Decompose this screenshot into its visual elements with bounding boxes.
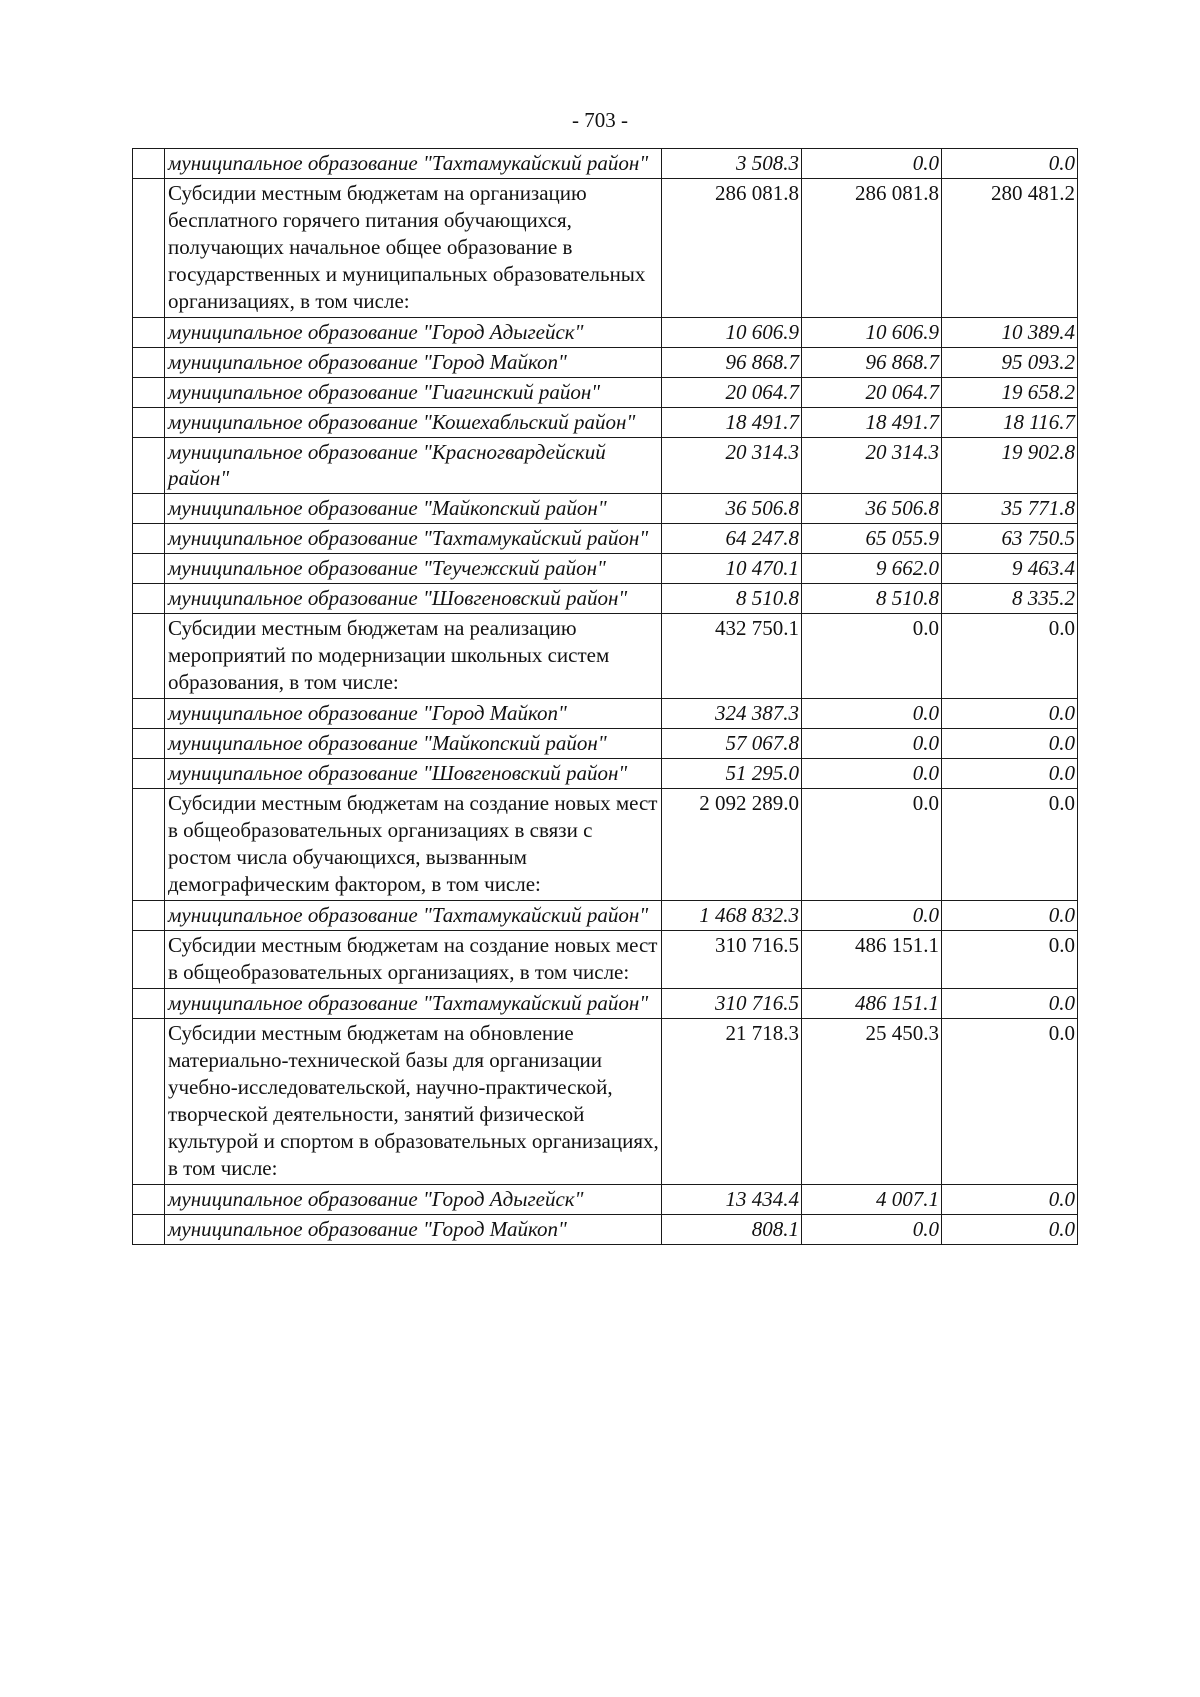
- amount-cell-3: 0.0: [942, 614, 1078, 699]
- row-number-cell: [133, 408, 165, 438]
- row-number-cell: [133, 318, 165, 348]
- amount-cell-2: 486 151.1: [802, 931, 942, 989]
- amount-cell-2: 20 314.3: [802, 438, 942, 494]
- item-name-cell: муниципальное образование "Красногвардейский район": [165, 438, 662, 494]
- municipal-row: [133, 1215, 1078, 1245]
- amount-cell-3: 8 335.2: [942, 584, 1078, 614]
- amount-cell-1: 20 064.7: [662, 378, 802, 408]
- subsidy-row: [133, 179, 1078, 318]
- amount-cell-1: 21 718.3: [662, 1019, 802, 1185]
- item-name-cell: Субсидии местным бюджетам на реализацию мероприятий по модернизации школьных систем образования, в том числе:: [165, 614, 662, 699]
- item-name-cell: муниципальное образование "Майкопский район": [165, 494, 662, 524]
- amount-cell-3: 0.0: [942, 1019, 1078, 1185]
- municipal-row: [133, 699, 1078, 729]
- municipal-row: [133, 318, 1078, 348]
- amount-cell-1: 96 868.7: [662, 348, 802, 378]
- amount-cell-1: 13 434.4: [662, 1185, 802, 1215]
- municipal-row: [133, 729, 1078, 759]
- row-number-cell: [133, 378, 165, 408]
- row-number-cell: [133, 1019, 165, 1185]
- amount-cell-2: 10 606.9: [802, 318, 942, 348]
- row-number-cell: [133, 584, 165, 614]
- row-number-cell: [133, 149, 165, 179]
- item-name-cell: муниципальное образование "Теучежский район": [165, 554, 662, 584]
- row-number-cell: [133, 438, 165, 494]
- amount-cell-1: 10 606.9: [662, 318, 802, 348]
- amount-cell-2: 36 506.8: [802, 494, 942, 524]
- subsidy-row: [133, 789, 1078, 901]
- item-name-cell: муниципальное образование "Тахтамукайский район": [165, 524, 662, 554]
- row-number-cell: [133, 759, 165, 789]
- row-number-cell: [133, 699, 165, 729]
- municipal-row: [133, 408, 1078, 438]
- amount-cell-2: 20 064.7: [802, 378, 942, 408]
- item-name-cell: Субсидии местным бюджетам на создание новых мест в общеобразовательных организациях в связи с ростом числа обучающихся, вызванным демографическим фактором, в том числе:: [165, 789, 662, 901]
- row-number-cell: [133, 989, 165, 1019]
- amount-cell-2: 25 450.3: [802, 1019, 942, 1185]
- amount-cell-2: 65 055.9: [802, 524, 942, 554]
- municipal-row: [133, 554, 1078, 584]
- row-number-cell: [133, 494, 165, 524]
- amount-cell-3: 9 463.4: [942, 554, 1078, 584]
- row-number-cell: [133, 1185, 165, 1215]
- amount-cell-3: 0.0: [942, 729, 1078, 759]
- municipal-row: [133, 989, 1078, 1019]
- amount-cell-2: 9 662.0: [802, 554, 942, 584]
- municipal-row: [133, 584, 1078, 614]
- amount-cell-1: 324 387.3: [662, 699, 802, 729]
- item-name-cell: муниципальное образование "Город Майкоп": [165, 699, 662, 729]
- row-number-cell: [133, 931, 165, 989]
- amount-cell-2: 486 151.1: [802, 989, 942, 1019]
- municipal-row: [133, 378, 1078, 408]
- amount-cell-1: 8 510.8: [662, 584, 802, 614]
- amount-cell-2: 0.0: [802, 1215, 942, 1245]
- municipal-row: [133, 1185, 1078, 1215]
- amount-cell-3: 0.0: [942, 759, 1078, 789]
- amount-cell-1: 310 716.5: [662, 931, 802, 989]
- amount-cell-3: 19 902.8: [942, 438, 1078, 494]
- amount-cell-1: 10 470.1: [662, 554, 802, 584]
- amount-cell-3: 0.0: [942, 931, 1078, 989]
- amount-cell-3: 0.0: [942, 1215, 1078, 1245]
- item-name-cell: муниципальное образование "Город Майкоп": [165, 1215, 662, 1245]
- amount-cell-2: 18 491.7: [802, 408, 942, 438]
- row-number-cell: [133, 179, 165, 318]
- amount-cell-2: 0.0: [802, 759, 942, 789]
- item-name-cell: муниципальное образование "Кошехабльский район": [165, 408, 662, 438]
- amount-cell-1: 310 716.5: [662, 989, 802, 1019]
- amount-cell-2: 0.0: [802, 149, 942, 179]
- amount-cell-1: 432 750.1: [662, 614, 802, 699]
- amount-cell-1: 20 314.3: [662, 438, 802, 494]
- amount-cell-3: 0.0: [942, 901, 1078, 931]
- amount-cell-3: 19 658.2: [942, 378, 1078, 408]
- amount-cell-1: 57 067.8: [662, 729, 802, 759]
- subsidy-row: [133, 614, 1078, 699]
- item-name-cell: муниципальное образование "Город Адыгейск": [165, 1185, 662, 1215]
- row-number-cell: [133, 1215, 165, 1245]
- amount-cell-2: 96 868.7: [802, 348, 942, 378]
- amount-cell-2: 0.0: [802, 789, 942, 901]
- row-number-cell: [133, 901, 165, 931]
- item-name-cell: муниципальное образование "Гиагинский район": [165, 378, 662, 408]
- amount-cell-1: 18 491.7: [662, 408, 802, 438]
- amount-cell-1: 51 295.0: [662, 759, 802, 789]
- row-number-cell: [133, 614, 165, 699]
- amount-cell-2: 0.0: [802, 699, 942, 729]
- budget-table: [132, 148, 1078, 1245]
- amount-cell-2: 0.0: [802, 729, 942, 759]
- item-name-cell: Субсидии местным бюджетам на создание новых мест в общеобразовательных организациях, в том числе:: [165, 931, 662, 989]
- amount-cell-1: 286 081.8: [662, 179, 802, 318]
- row-number-cell: [133, 789, 165, 901]
- amount-cell-3: 10 389.4: [942, 318, 1078, 348]
- amount-cell-3: 18 116.7: [942, 408, 1078, 438]
- item-name-cell: муниципальное образование "Шовгеновский район": [165, 759, 662, 789]
- amount-cell-3: 0.0: [942, 149, 1078, 179]
- budget-table-body: [133, 149, 1078, 1245]
- item-name-cell: муниципальное образование "Город Майкоп": [165, 348, 662, 378]
- municipal-row: [133, 438, 1078, 494]
- row-number-cell: [133, 729, 165, 759]
- amount-cell-2: 286 081.8: [802, 179, 942, 318]
- amount-cell-2: 4 007.1: [802, 1185, 942, 1215]
- subsidy-row: [133, 931, 1078, 989]
- municipal-row: [133, 901, 1078, 931]
- municipal-row: [133, 759, 1078, 789]
- subsidy-row: [133, 1019, 1078, 1185]
- row-number-cell: [133, 524, 165, 554]
- amount-cell-1: 36 506.8: [662, 494, 802, 524]
- municipal-row: [133, 524, 1078, 554]
- amount-cell-3: 280 481.2: [942, 179, 1078, 318]
- amount-cell-1: 3 508.3: [662, 149, 802, 179]
- item-name-cell: муниципальное образование "Шовгеновский район": [165, 584, 662, 614]
- row-number-cell: [133, 348, 165, 378]
- item-name-cell: Субсидии местным бюджетам на организацию бесплатного горячего питания обучающихся, получающих начальное общее образование в государственных и муниципальных образовательных организациях, в том числе:: [165, 179, 662, 318]
- amount-cell-3: 95 093.2: [942, 348, 1078, 378]
- page-number: - 703 -: [572, 108, 628, 132]
- municipal-row: [133, 494, 1078, 524]
- item-name-cell: муниципальное образование "Тахтамукайский район": [165, 901, 662, 931]
- item-name-cell: муниципальное образование "Город Адыгейск": [165, 318, 662, 348]
- municipal-row: [133, 149, 1078, 179]
- amount-cell-3: 35 771.8: [942, 494, 1078, 524]
- amount-cell-2: 8 510.8: [802, 584, 942, 614]
- item-name-cell: муниципальное образование "Майкопский район": [165, 729, 662, 759]
- item-name-cell: муниципальное образование "Тахтамукайский район": [165, 989, 662, 1019]
- item-name-cell: Субсидии местным бюджетам на обновление материально-технической базы для организации учебно-исследовательской, научно-практической, творческой деятельности, занятий физической культурой и спортом в образовательных организациях, в том числе:: [165, 1019, 662, 1185]
- amount-cell-3: 63 750.5: [942, 524, 1078, 554]
- amount-cell-1: 808.1: [662, 1215, 802, 1245]
- municipal-row: [133, 348, 1078, 378]
- row-number-cell: [133, 554, 165, 584]
- amount-cell-1: 64 247.8: [662, 524, 802, 554]
- amount-cell-3: 0.0: [942, 989, 1078, 1019]
- item-name-cell: муниципальное образование "Тахтамукайский район": [165, 149, 662, 179]
- amount-cell-3: 0.0: [942, 789, 1078, 901]
- amount-cell-2: 0.0: [802, 901, 942, 931]
- amount-cell-3: 0.0: [942, 699, 1078, 729]
- amount-cell-3: 0.0: [942, 1185, 1078, 1215]
- amount-cell-1: 1 468 832.3: [662, 901, 802, 931]
- amount-cell-1: 2 092 289.0: [662, 789, 802, 901]
- amount-cell-2: 0.0: [802, 614, 942, 699]
